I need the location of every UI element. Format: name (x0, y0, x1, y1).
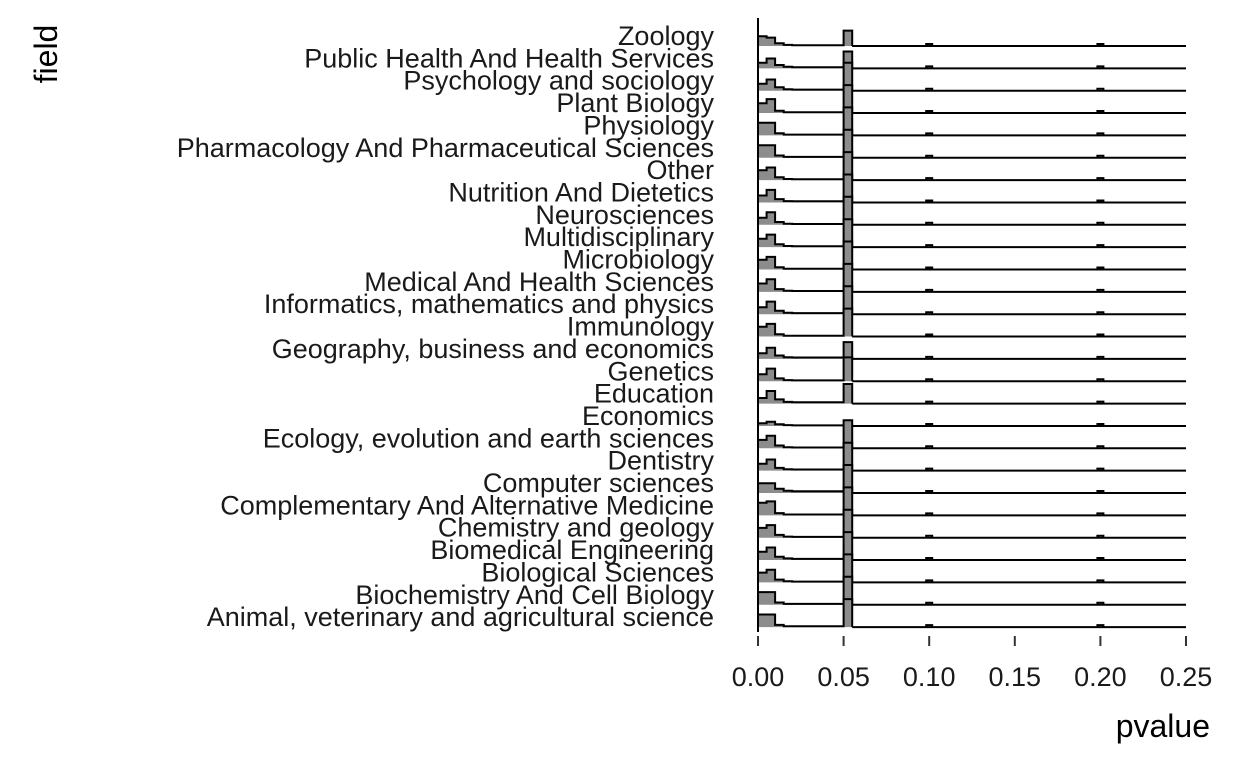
x-axis-title: pvalue (1115, 708, 1210, 744)
y-tick-label: Economics (581, 400, 714, 431)
ridge-fill (758, 384, 852, 404)
y-tick-label: Dentistry (607, 445, 714, 476)
x-tick-label: 0.00 (731, 662, 785, 692)
y-tick-label: Chemistry and geology (437, 512, 714, 543)
y-tick-label: Zoology (617, 21, 714, 51)
y-tick-label: Plant Biology (556, 88, 714, 119)
x-tick-label: 0.20 (1074, 662, 1127, 692)
y-tick-label: Education (593, 378, 714, 409)
x-tick-label: 0.25 (1159, 662, 1213, 692)
x-axis (732, 636, 1213, 692)
y-tick-label: Informatics, mathematics and physics (263, 289, 714, 320)
y-tick-label: Other (646, 155, 714, 186)
y-tick-label: Pharmacology And Pharmaceutical Sciences (176, 132, 714, 163)
ridge-outline (758, 342, 1103, 359)
ridge-outline (758, 31, 1103, 46)
y-tick-label: Biological Sciences (481, 557, 714, 588)
y-tick-label: Neurosciences (535, 199, 714, 230)
ridge-outline (758, 357, 1103, 381)
y-tick-label: Medical And Health Sciences (364, 266, 714, 297)
y-tick-label: Computer sciences (482, 468, 714, 498)
y-tick-label: Multidisciplinary (523, 222, 714, 253)
y-tick-label: Public Health And Health Services (304, 43, 714, 74)
y-tick-label: Genetics (607, 356, 714, 387)
y-tick-label: Ecology, evolution and earth sciences (262, 423, 714, 454)
ridge-outline (758, 384, 1103, 404)
y-tick-label: Microbiology (562, 244, 714, 275)
x-tick-label: 0.10 (902, 662, 956, 692)
ridge-fill (758, 342, 852, 359)
y-tick-labels (177, 21, 715, 632)
ridge-outline (758, 52, 1103, 69)
y-axis-title: field (28, 24, 64, 84)
ridges-group (758, 18, 1186, 632)
y-tick-label: Geography, business and economics (271, 333, 714, 364)
y-tick-label: Immunology (566, 311, 714, 342)
y-tick-label: Nutrition And Dietetics (448, 177, 714, 208)
y-tick-label: Physiology (583, 110, 714, 141)
y-tick-label: Animal, veterinary and agricultural science (206, 602, 714, 633)
y-tick-label: Biochemistry And Cell Biology (355, 579, 714, 610)
ridge-fill (758, 52, 852, 69)
y-tick-label: Complementary And Alternative Medicine (220, 490, 714, 521)
y-tick-label: Psychology and sociology (403, 65, 714, 96)
x-tick-label: 0.15 (988, 662, 1042, 692)
y-tick-label: Biomedical Engineering (430, 535, 714, 566)
x-tick-label: 0.05 (817, 662, 870, 692)
